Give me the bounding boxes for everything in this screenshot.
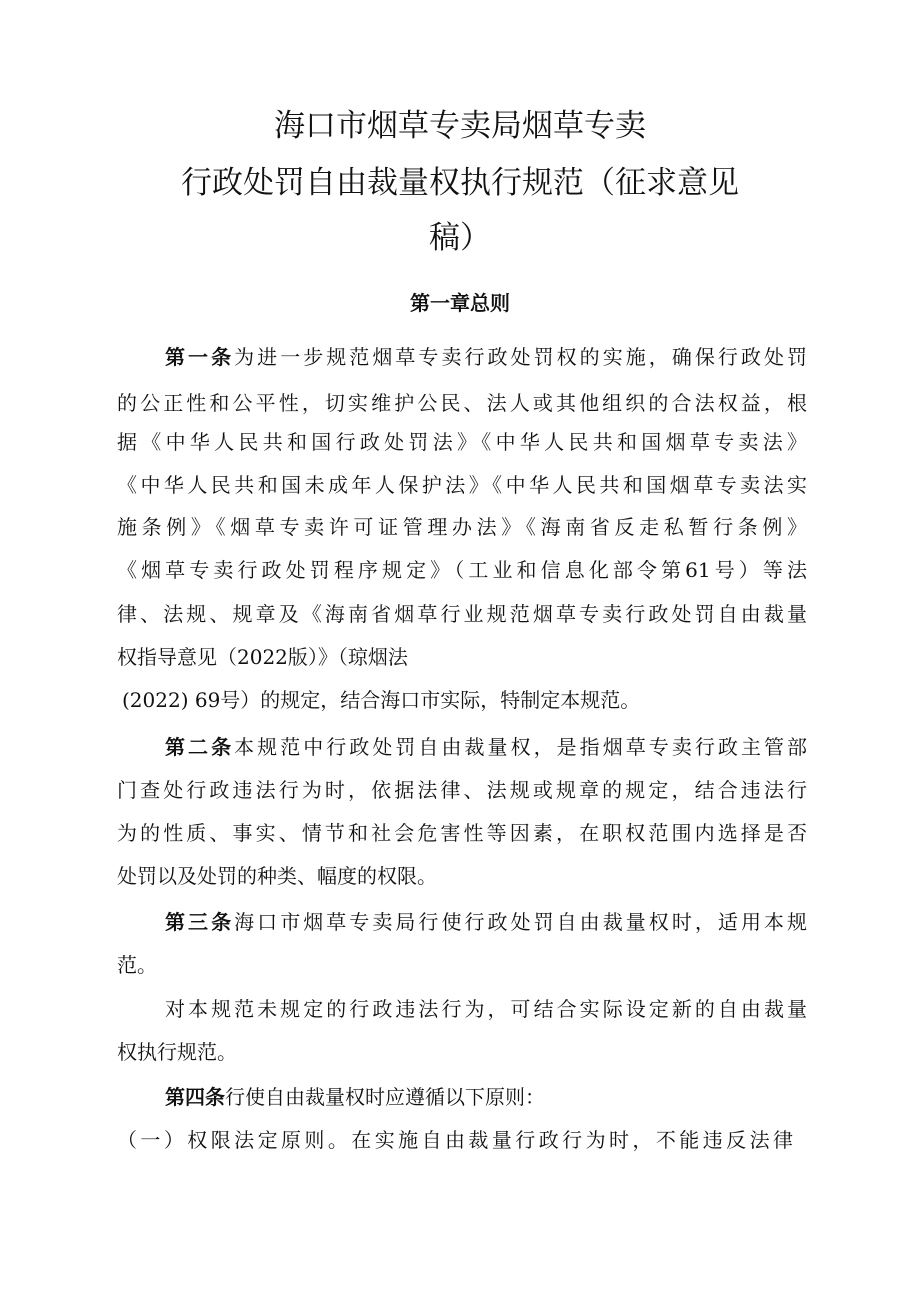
article-1-first-line — [165, 343, 807, 371]
article-2-line-2: 门查处行政违法行为时，依据法律、法规或规章的规定，结合违法行 — [117, 778, 807, 802]
document-title-line-1: 海口市烟草专卖局烟草专卖 — [274, 108, 646, 144]
article-1-label: 第一条 — [165, 345, 235, 369]
article-1-line-9: (2022) 69号）的规定，结合海口市实际，特制定本规范。 — [122, 688, 641, 712]
article-1-line-4: 《中华人民共和国未成年人保护法》《中华人民共和国烟草专卖法实 — [117, 473, 807, 497]
article-3-paragraph-2-line-2: 权执行规范。 — [117, 1040, 237, 1064]
article-2-first-line — [165, 733, 807, 761]
article-1-line-6: 《烟草专卖行政处罚程序规定》（工业和信息化部令第61号）等法 — [117, 558, 807, 582]
article-3-first-line — [165, 908, 807, 936]
article-4-first-line — [165, 1083, 807, 1111]
document-title-line-3: 稿） — [429, 220, 491, 256]
article-4-text: 行使自由裁量权时应遵循以下原则： — [225, 1085, 545, 1109]
chapter-heading: 第一章总则 — [410, 291, 510, 315]
article-1-line-5: 施条例》《烟草专卖许可证管理办法》《海南省反走私暂行条例》 — [117, 515, 807, 539]
article-2-line-3: 为的性质、事实、情节和社会危害性等因素，在职权范围内选择是否 — [117, 821, 807, 845]
article-2-line-4: 处罚以及处罚的种类、幅度的权限。 — [117, 864, 437, 888]
article-3-text: 海口市烟草专卖局行使行政处罚自由裁量权时，适用本规 — [234, 910, 808, 934]
article-2-text: 本规范中行政处罚自由裁量权，是指烟草专卖行政主管部 — [234, 735, 808, 759]
article-1-line-8: 权指导意见（2022版）》（琼烟法 — [117, 645, 408, 669]
article-3-paragraph-2-line-1: 对本规范未规定的行政违法行为，可结合实际设定新的自由裁量 — [165, 997, 807, 1021]
article-2-label: 第二条 — [165, 735, 235, 759]
article-3-label: 第三条 — [165, 910, 235, 934]
document-title-line-2: 行政处罚自由裁量权执行规范（征求意见 — [181, 165, 739, 201]
article-4-item-1: （一）权限法定原则。在实施自由裁量行政行为时，不能违反法律 — [117, 1128, 793, 1152]
article-3-line-2: 范。 — [117, 953, 157, 977]
article-1-line-3: 据《中华人民共和国行政处罚法》《中华人民共和国烟草专卖法》 — [117, 430, 807, 454]
article-4-label: 第四条 — [165, 1085, 225, 1109]
article-1-line-2: 的公正性和公平性，切实维护公民、法人或其他组织的合法权益，根 — [117, 391, 807, 415]
article-1-text: 为进一步规范烟草专卖行政处罚权的实施，确保行政处罚 — [234, 345, 808, 369]
article-1-line-7: 律、法规、规章及《海南省烟草行业规范烟草专卖行政处罚自由裁量 — [117, 602, 807, 626]
